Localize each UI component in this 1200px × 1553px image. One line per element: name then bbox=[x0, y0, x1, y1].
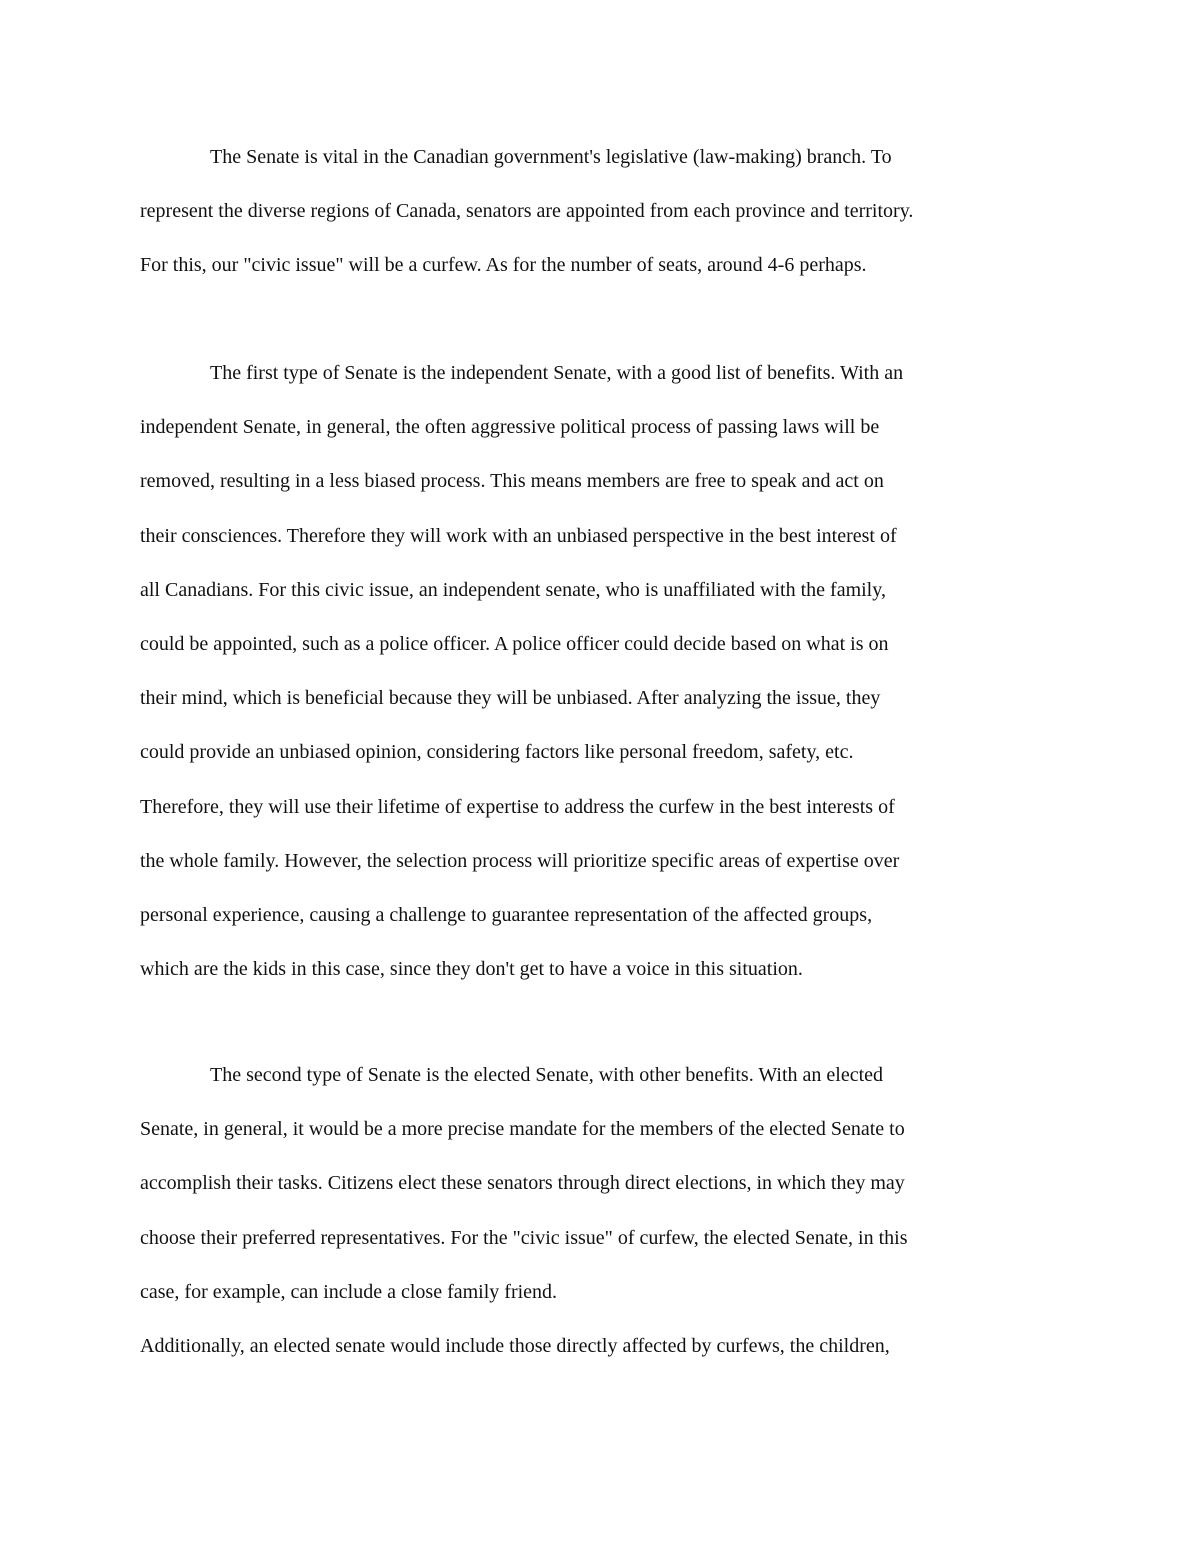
text-line: which are the kids in this case, since they don't get to have a voice in this situation. bbox=[140, 958, 803, 981]
text-line: their mind, which is beneficial because they will be unbiased. After analyzing the issue, they bbox=[140, 687, 881, 710]
text-line: independent Senate, in general, the often aggressive political process of passing laws will be bbox=[140, 416, 880, 439]
text-line: Additionally, an elected senate would include those directly affected by curfews, the children, bbox=[140, 1334, 890, 1357]
paragraph-elected-senate bbox=[140, 1048, 1060, 1373]
text-line: the whole family. However, the selection process will prioritize specific areas of expertise over bbox=[140, 849, 900, 872]
text-line: The Senate is vital in the Canadian government's legislative (law-making) branch. To bbox=[210, 146, 892, 168]
text-line: For this, our "civic issue" will be a curfew. As for the number of seats, around 4-6 perhaps. bbox=[140, 254, 867, 277]
paragraph-independent-senate bbox=[140, 346, 1060, 996]
text-line: all Canadians. For this civic issue, an independent senate, who is unaffiliated with the family, bbox=[140, 578, 886, 601]
text-line: choose their preferred representatives. For the "civic issue" of curfew, the elected Senate, in this bbox=[140, 1226, 908, 1249]
text-line: case, for example, can include a close family friend. bbox=[140, 1280, 558, 1303]
text-line: Senate, in general, it would be a more precise mandate for the members of the elected Senate to bbox=[140, 1118, 905, 1141]
text-line: their consciences. Therefore they will work with an unbiased perspective in the best interest of bbox=[140, 524, 897, 547]
text-line: Therefore, they will use their lifetime of expertise to address the curfew in the best interests of bbox=[140, 795, 895, 818]
text-line: personal experience, causing a challenge to guarantee representation of the affected groups, bbox=[140, 903, 873, 926]
text-line: The second type of Senate is the elected Senate, with other benefits. With an elected bbox=[210, 1064, 884, 1086]
paragraph-senate-intro bbox=[140, 130, 1060, 293]
text-line: removed, resulting in a less biased process. This means members are free to speak and act on bbox=[140, 470, 884, 493]
text-line: accomplish their tasks. Citizens elect these senators through direct elections, in which they may bbox=[140, 1172, 905, 1195]
text-line: could be appointed, such as a police officer. A police officer could decide based on what is on bbox=[140, 632, 889, 655]
text-line: could provide an unbiased opinion, considering factors like personal freedom, safety, etc. bbox=[140, 741, 854, 764]
text-line: represent the diverse regions of Canada, senators are appointed from each province and territory. bbox=[140, 200, 914, 223]
text-line: The first type of Senate is the independent Senate, with a good list of benefits. With an bbox=[210, 362, 904, 384]
